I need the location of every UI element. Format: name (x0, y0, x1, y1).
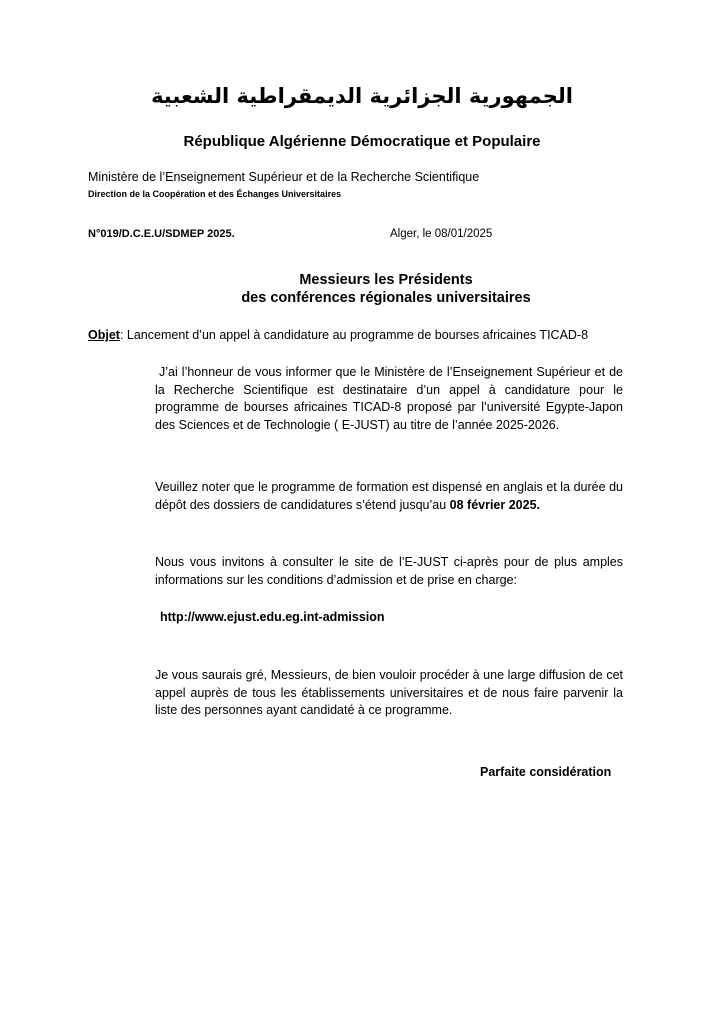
subject-line (88, 328, 588, 342)
ministry-name: Ministère de l’Enseignement Supérieur et de la Recherche Scientifique (88, 170, 480, 184)
admission-link[interactable]: http://www.ejust.edu.eg.int-admission (160, 610, 385, 624)
recipient-line-2: des conférences régionales universitaires (241, 290, 531, 306)
direction-name: Direction de la Coopération et des Échanges Universitaires (88, 189, 342, 199)
subject-label: Objet (88, 328, 120, 342)
body-paragraph-2 (155, 479, 623, 514)
place-date: Alger, le 08/01/2025 (390, 228, 493, 240)
body-paragraph-3: Nous vous invitons à consulter le site de l’E-JUST ci-après pour de plus amples informations sur les conditions d’admission et de prise en charge: (155, 555, 623, 587)
recipient-block (0, 271, 724, 307)
closing-formula: Parfaite considération (480, 765, 612, 779)
paragraph-2-text: Veuillez noter que le programme de formation est dispensé en anglais et la durée du dépôt des dossiers de candidatures s’étend jusqu’au (155, 480, 623, 512)
subject-text: : Lancement d’un appel à candidature au programme de bourses africaines TICAD-8 (119, 328, 589, 342)
deadline-date: 08 février 2025. (449, 497, 541, 512)
body-paragraph-1: J’ai l’honneur de vous informer que le Ministère de l’Enseignement Supérieur et de la Recherche Scientifique est destinataire d’un appel à candidature pour le programme de bourses africaines TICAD-8 proposé par l’université Egypte-Japon des Sciences et de Technologie ( E-JUST) au titre de l’année 2025-2026. (155, 365, 623, 432)
recipient-line-1: Messieurs les Présidents (299, 272, 473, 288)
body-paragraph-4: Je vous saurais gré, Messieurs, de bien vouloir procéder à une large diffusion de cet appel auprès de tous les établissements universitaires et de nous faire parvenir la liste des personnes ayant candidaté à ce programme. (155, 668, 623, 718)
republic-title: République Algérienne Démocratique et Populaire (183, 133, 541, 150)
reference-number: N°019/D.C.E.U/SDMEP 2025. (88, 228, 235, 240)
arabic-republic-title: الجمهورية الجزائرية الديمقراطية الشعبية (151, 84, 573, 108)
